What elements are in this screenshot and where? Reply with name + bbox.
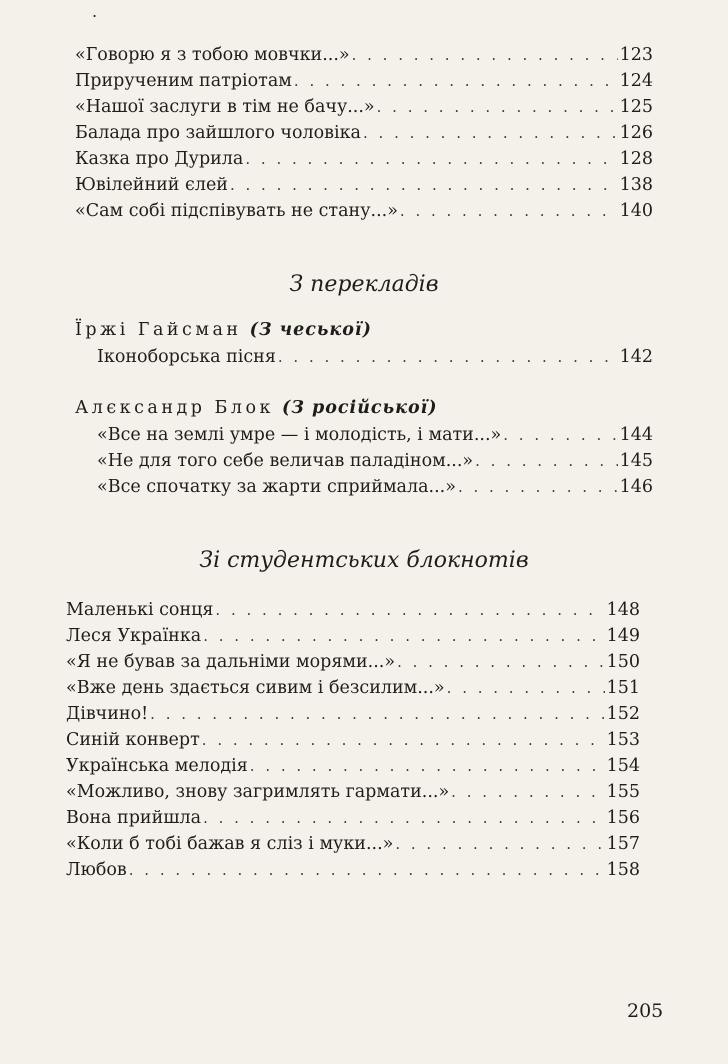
toc-entry — [75, 97, 653, 123]
dot-leader — [245, 150, 617, 168]
toc-entry-title: «Я не бував за дальніми морями...» — [66, 652, 396, 672]
toc-entry-title: «Все на землі умре — і молодість, і мати...» — [97, 425, 502, 445]
toc-entry-page: 126 — [619, 123, 653, 143]
author-line — [75, 398, 438, 418]
toc-entry-title: «Все спочатку за жарти сприймала...» — [97, 477, 456, 497]
toc-entry-page: 124 — [619, 71, 653, 91]
toc-entry — [97, 347, 653, 373]
toc-entry-title: «Не для того себе величав паладіном...» — [97, 451, 474, 471]
toc-entry-page: 125 — [619, 97, 653, 117]
section-heading-translations: З перекладів — [289, 272, 439, 297]
toc-entry-title: Ювілейний єлей — [75, 175, 228, 195]
toc-entry-page: 149 — [606, 626, 640, 646]
toc-entry-title: Маленькі сонця — [66, 600, 214, 620]
toc-entry — [66, 860, 640, 886]
dot-leader — [458, 478, 618, 496]
toc-entry — [66, 756, 640, 782]
source-language: (З російської) — [282, 398, 438, 418]
toc-entry-title: Прирученим патріотам — [75, 71, 292, 91]
toc-entry-title: Казка про Дурила — [75, 149, 244, 169]
toc-entry-page: 152 — [606, 704, 640, 724]
toc-entry-title: Леся Українка — [66, 626, 202, 646]
dot-leader — [400, 202, 618, 220]
toc-entry — [66, 704, 640, 730]
toc-entry — [66, 834, 640, 860]
toc-entry — [75, 149, 653, 175]
toc-entry-title: «Говорю я з тобою мовчки...» — [75, 45, 350, 65]
section-heading-student-notebooks: Зі студентських блокнотів — [199, 548, 529, 573]
dot-leader — [294, 72, 618, 90]
author-name: Алєксандр Блок — [75, 398, 274, 418]
toc-entry-page: 144 — [619, 425, 653, 445]
dot-leader — [451, 783, 604, 801]
toc-entry — [97, 451, 653, 477]
top-mark: . — [92, 2, 98, 21]
toc-entry — [66, 730, 640, 756]
dot-leader — [203, 809, 605, 827]
toc-entry-page: 148 — [606, 600, 640, 620]
dot-leader — [363, 124, 618, 142]
toc-entry-page: 140 — [619, 201, 653, 221]
toc-entry-page: 155 — [606, 782, 640, 802]
toc-entry-title: «Можливо, знову загримлять гармати...» — [66, 782, 450, 802]
toc-entry-page: 151 — [606, 678, 640, 698]
author-line — [75, 320, 372, 340]
toc-entry-page: 146 — [619, 477, 653, 497]
dot-leader — [352, 46, 618, 64]
toc-entry — [97, 425, 653, 451]
page-number: 205 — [627, 1000, 664, 1022]
toc-entry — [66, 782, 640, 808]
toc-entry-title: Балада про зайшлого чоловіка — [75, 123, 361, 143]
dot-leader — [129, 861, 605, 879]
toc-entry-page: 157 — [606, 834, 640, 854]
author-name: Їржі Гайсман — [75, 320, 242, 340]
dot-leader — [447, 679, 605, 697]
dot-leader — [250, 757, 605, 775]
toc-entry-page: 158 — [606, 860, 640, 880]
toc-entry-page: 150 — [606, 652, 640, 672]
source-language: (З чеської) — [249, 320, 372, 340]
dot-leader — [215, 601, 604, 619]
toc-entry-page: 128 — [619, 149, 653, 169]
toc-entry — [66, 678, 640, 704]
dot-leader — [475, 452, 617, 470]
dot-leader — [203, 627, 604, 645]
toc-entry — [75, 71, 653, 97]
toc-entry — [97, 477, 653, 503]
toc-entry — [66, 626, 640, 652]
dot-leader — [278, 348, 618, 366]
dot-leader — [202, 731, 605, 749]
toc-entry-title: Синій конверт — [66, 730, 200, 750]
toc-entry — [75, 201, 653, 227]
dot-leader — [397, 653, 605, 671]
dot-leader — [150, 705, 604, 723]
toc-entry-title: Любов — [66, 860, 127, 880]
dot-leader — [395, 835, 604, 853]
toc-entry-title: Вона прийшла — [66, 808, 202, 828]
toc-entry-title: Дівчино! — [66, 704, 149, 724]
toc-entry-title: Іконоборська пісня — [97, 347, 276, 367]
toc-entry-page: 142 — [619, 347, 653, 367]
toc-entry-page: 123 — [619, 45, 653, 65]
dot-leader — [230, 176, 618, 194]
toc-entry — [75, 175, 653, 201]
dot-leader — [377, 98, 618, 116]
dot-leader — [503, 426, 617, 444]
toc-entry-title: «Вже день здається сивим і безсилим...» — [66, 678, 445, 698]
toc-entry-title: Українська мелодія — [66, 756, 248, 776]
toc-entry-title: «Сам собі підспівувать не стану...» — [75, 201, 398, 221]
toc-entry-title: «Нашої заслуги в тім не бачу...» — [75, 97, 375, 117]
toc-entry-page: 138 — [619, 175, 653, 195]
toc-entry-page: 145 — [619, 451, 653, 471]
toc-entry — [66, 600, 640, 626]
toc-entry — [66, 652, 640, 678]
toc-entry-title: «Коли б тобі бажав я сліз і муки...» — [66, 834, 394, 854]
toc-entry-page: 153 — [606, 730, 640, 750]
toc-entry-page: 156 — [606, 808, 640, 828]
toc-entry — [75, 123, 653, 149]
toc-entry — [75, 45, 653, 71]
toc-entry-page: 154 — [606, 756, 640, 776]
toc-entry — [66, 808, 640, 834]
